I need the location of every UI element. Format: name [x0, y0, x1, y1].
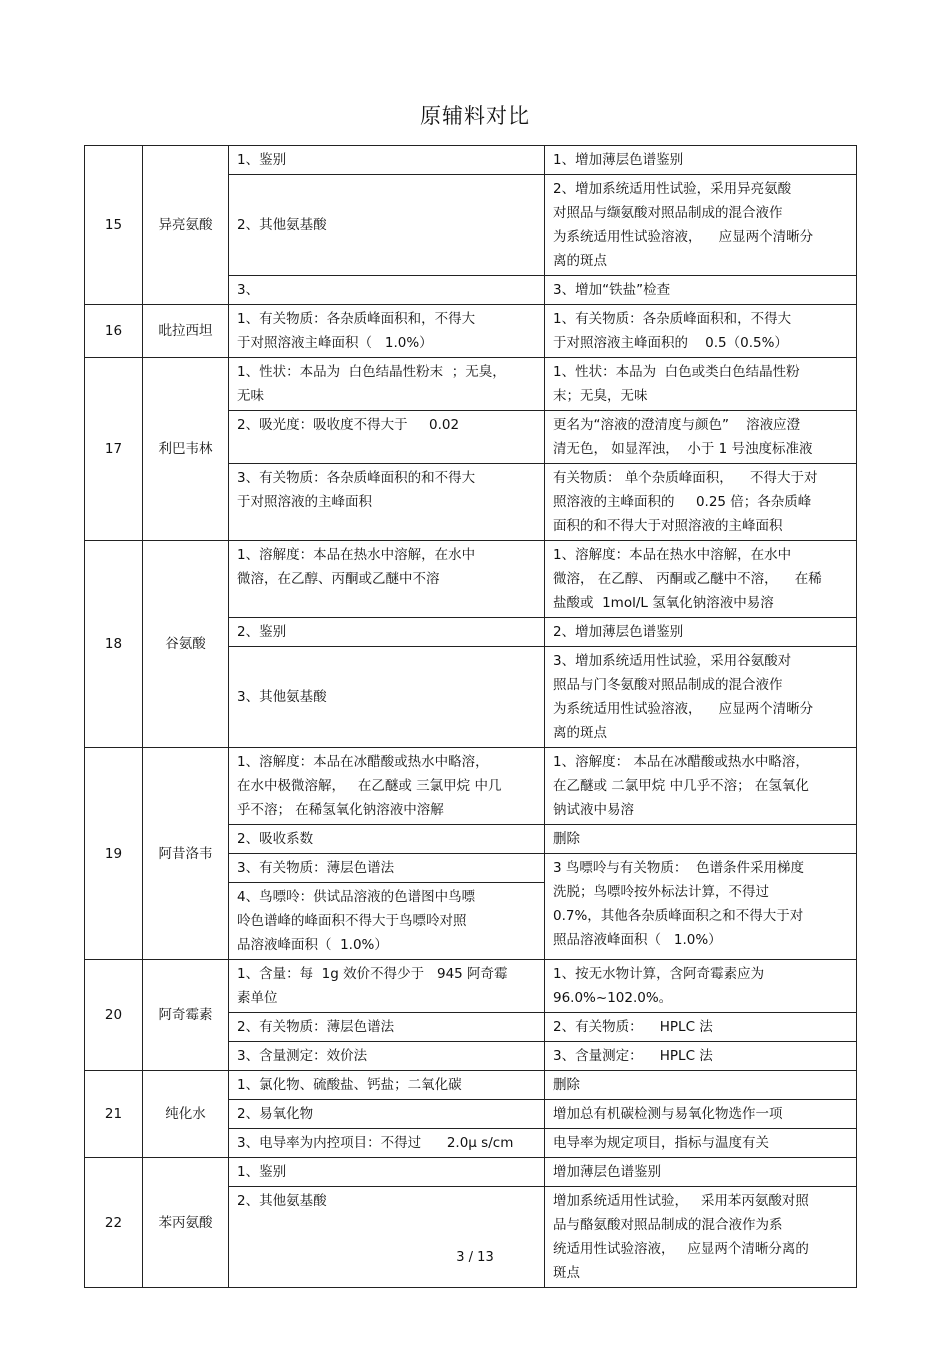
- new-standard-cell: [545, 618, 857, 647]
- cell-line: 2、有关物质： HPLC 法: [553, 1019, 713, 1035]
- item-number: 22: [85, 1158, 143, 1288]
- cell-line: 钠试液中易溶: [553, 802, 634, 818]
- cell-line: 照品溶液峰面积（ 1.0%）: [553, 932, 722, 948]
- cell-line: 照品与门冬氨酸对照品制成的混合液作: [553, 677, 783, 693]
- item-number: 19: [85, 748, 143, 960]
- cell-line: 0.7%，其他各杂质峰面积之和不得大于对: [553, 908, 804, 924]
- old-standard-cell: [229, 541, 545, 618]
- cell-line: 斑点: [553, 1265, 580, 1281]
- old-standard-cell: [229, 1071, 545, 1100]
- cell-line: 离的斑点: [553, 725, 607, 741]
- cell-line: 离的斑点: [553, 253, 607, 269]
- cell-line: 1、溶解度：本品在热水中溶解，在水中: [553, 547, 792, 563]
- old-standard-cell: [229, 175, 545, 276]
- material-name: 吡拉西坦: [143, 305, 229, 358]
- cell-line: 品与酪氨酸对照品制成的混合液作为系: [553, 1217, 783, 1233]
- cell-line: 1、溶解度：本品在冰醋酸或热水中略溶，: [237, 754, 489, 770]
- cell-line: 2、吸收系数: [237, 831, 314, 847]
- cell-line: 增加总有机碳检测与易氧化物选作一项: [553, 1106, 783, 1122]
- cell-line: 3、电导率为内控项目：不得过 2.0μ s/cm: [237, 1135, 514, 1151]
- cell-line: 1、鉴别: [237, 1164, 287, 1180]
- cell-line: 3、: [237, 282, 260, 298]
- cell-line: 1、有关物质：各杂质峰面积和，不得大: [553, 311, 792, 327]
- old-standard-cell: [229, 146, 545, 175]
- new-standard-cell: [545, 358, 857, 411]
- new-standard-cell: [545, 748, 857, 825]
- material-name: 谷氨酸: [143, 541, 229, 748]
- cell-line: 在乙醚或 二氯甲烷 中几乎不溶； 在氢氧化: [553, 778, 809, 794]
- new-standard-cell: [545, 1071, 857, 1100]
- material-name: 阿奇霉素: [143, 960, 229, 1071]
- table-row: [85, 358, 857, 411]
- old-standard-cell: [229, 825, 545, 854]
- table-row: [85, 541, 857, 618]
- material-name: 苯丙氨酸: [143, 1158, 229, 1288]
- cell-line: 于对照溶液的主峰面积: [237, 494, 372, 510]
- old-standard-cell: [229, 305, 545, 358]
- cell-line: 删除: [553, 1077, 580, 1093]
- cell-line: 品溶液峰面积（ 1.0%）: [237, 937, 388, 953]
- item-number: 20: [85, 960, 143, 1071]
- cell-line: 2、吸光度：吸收度不得大于 0.02: [237, 417, 460, 433]
- cell-line: 乎不溶； 在稀氢氧化钠溶液中溶解: [237, 802, 444, 818]
- cell-line: 删除: [553, 831, 580, 847]
- cell-line: 2、其他氨基酸: [237, 217, 327, 233]
- table-row: [85, 1071, 857, 1100]
- cell-line: 2、易氧化物: [237, 1106, 314, 1122]
- page-title: 原辅料对比: [420, 104, 530, 128]
- old-standard-cell: [229, 358, 545, 411]
- cell-line: 增加系统适用性试验， 采用苯丙氨酸对照: [553, 1193, 809, 1209]
- cell-line: 对照品与缬氨酸对照品制成的混合液作: [553, 205, 783, 221]
- cell-line: 3、增加系统适用性试验，采用谷氨酸对: [553, 653, 792, 669]
- cell-line: 于对照溶液主峰面积的 0.5（0.5%）: [553, 335, 788, 351]
- material-name: 阿昔洛韦: [143, 748, 229, 960]
- cell-line: 微溶，在乙醇、丙酮或乙醚中不溶: [237, 571, 440, 587]
- cell-line: 洗脱；鸟嘌呤按外标法计算，不得过: [553, 884, 769, 900]
- new-standard-cell: [545, 960, 857, 1013]
- cell-line: 1、溶解度：本品在热水中溶解，在水中: [237, 547, 476, 563]
- item-number: 16: [85, 305, 143, 358]
- cell-line: 1、溶解度： 本品在冰醋酸或热水中略溶，: [553, 754, 809, 770]
- old-standard-cell: [229, 1042, 545, 1071]
- new-standard-cell: [545, 305, 857, 358]
- new-standard-cell: [545, 276, 857, 305]
- cell-line: 1、鉴别: [237, 152, 287, 168]
- item-number: 17: [85, 358, 143, 541]
- cell-line: 于对照溶液主峰面积（ 1.0%）: [237, 335, 433, 351]
- old-standard-cell: [229, 1129, 545, 1158]
- page-number: 3 / 13: [456, 1250, 494, 1265]
- cell-line: 3、含量测定： HPLC 法: [553, 1048, 713, 1064]
- cell-line: 3、其他氨基酸: [237, 689, 327, 705]
- old-standard-cell: [229, 883, 545, 960]
- new-standard-cell: [545, 854, 857, 960]
- material-name: 纯化水: [143, 1071, 229, 1158]
- cell-line: 统适用性试验溶液， 应显两个清晰分离的: [553, 1241, 809, 1257]
- cell-line: 盐酸或 1mol/L 氢氧化钠溶液中易溶: [553, 595, 774, 611]
- cell-line: 末；无臭，无味: [553, 388, 648, 404]
- new-standard-cell: [545, 175, 857, 276]
- item-number: 18: [85, 541, 143, 748]
- cell-line: 为系统适用性试验溶液， 应显两个清晰分: [553, 701, 814, 717]
- cell-line: 2、增加薄层色谱鉴别: [553, 624, 684, 640]
- cell-line: 3、有关物质：各杂质峰面积的和不得大: [237, 470, 476, 486]
- cell-line: 3 鸟嘌呤与有关物质： 色谱条件采用梯度: [553, 860, 804, 876]
- new-standard-cell: [545, 411, 857, 464]
- old-standard-cell: [229, 1100, 545, 1129]
- cell-line: 3、增加“铁盐”检查: [553, 282, 671, 298]
- new-standard-cell: [545, 1158, 857, 1187]
- new-standard-cell: [545, 146, 857, 175]
- table-row: [85, 1158, 857, 1187]
- cell-line: 2、鉴别: [237, 624, 287, 640]
- old-standard-cell: [229, 960, 545, 1013]
- cell-line: 呤色谱峰的峰面积不得大于鸟嘌呤对照: [237, 913, 467, 929]
- cell-line: 1、按无水物计算，含阿奇霉素应为: [553, 966, 765, 982]
- cell-line: 在水中极微溶解， 在乙醚或 三氯甲烷 中几: [237, 778, 502, 794]
- cell-line: 更名为“溶液的澄清度与颜色” 溶液应澄: [553, 417, 801, 433]
- cell-line: 2、增加系统适用性试验，采用异亮氨酸: [553, 181, 792, 197]
- new-standard-cell: [545, 1100, 857, 1129]
- cell-line: 1、性状：本品为 白色或类白色结晶性粉: [553, 364, 800, 380]
- new-standard-cell: [545, 1129, 857, 1158]
- new-standard-cell: [545, 825, 857, 854]
- cell-line: 96.0%~102.0%。: [553, 990, 673, 1006]
- cell-line: 4、鸟嘌呤：供试品溶液的色谱图中鸟嘌: [237, 889, 476, 905]
- cell-line: 素单位: [237, 990, 278, 1006]
- cell-line: 2、有关物质：薄层色谱法: [237, 1019, 395, 1035]
- old-standard-cell: [229, 1187, 545, 1288]
- new-standard-cell: [545, 647, 857, 748]
- cell-line: 2、其他氨基酸: [237, 1193, 327, 1209]
- cell-line: 照溶液的主峰面积的 0.25 倍；各杂质峰: [553, 494, 812, 510]
- new-standard-cell: [545, 1013, 857, 1042]
- old-standard-cell: [229, 854, 545, 883]
- old-standard-cell: [229, 618, 545, 647]
- cell-line: 微溶， 在乙醇、 丙酮或乙醚中不溶， 在稀: [553, 571, 822, 587]
- new-standard-cell: [545, 541, 857, 618]
- item-number: 15: [85, 146, 143, 305]
- cell-line: 1、增加薄层色谱鉴别: [553, 152, 684, 168]
- new-standard-cell: [545, 464, 857, 541]
- old-standard-cell: [229, 1158, 545, 1187]
- cell-line: 1、氯化物、硫酸盐、钙盐；二氧化碳: [237, 1077, 462, 1093]
- old-standard-cell: [229, 464, 545, 541]
- table-row: [85, 748, 857, 825]
- cell-line: 增加薄层色谱鉴别: [553, 1164, 661, 1180]
- cell-line: 1、含量：每 1g 效价不得少于 945 阿奇霉: [237, 966, 508, 982]
- cell-line: 为系统适用性试验溶液， 应显两个清晰分: [553, 229, 814, 245]
- cell-line: 1、有关物质：各杂质峰面积和，不得大: [237, 311, 476, 327]
- cell-line: 面积的和不得大于对照溶液的主峰面积: [553, 518, 783, 534]
- cell-line: 清无色， 如显浑浊， 小于 1 号浊度标准液: [553, 441, 813, 457]
- cell-line: 无味: [237, 388, 264, 404]
- item-number: 21: [85, 1071, 143, 1158]
- table-row: [85, 146, 857, 175]
- cell-line: 3、有关物质：薄层色谱法: [237, 860, 395, 876]
- old-standard-cell: [229, 1013, 545, 1042]
- table-row: [85, 305, 857, 358]
- old-standard-cell: [229, 276, 545, 305]
- cell-line: 3、含量测定：效价法: [237, 1048, 368, 1064]
- new-standard-cell: [545, 1187, 857, 1288]
- table-row: [85, 960, 857, 1013]
- old-standard-cell: [229, 748, 545, 825]
- old-standard-cell: [229, 647, 545, 748]
- old-standard-cell: [229, 411, 545, 464]
- cell-line: 1、性状：本品为 白色结晶性粉末 ；无臭，: [237, 364, 506, 380]
- material-name: 异亮氨酸: [143, 146, 229, 305]
- comparison-table: [84, 145, 857, 1288]
- cell-line: 有关物质： 单个杂质峰面积， 不得大于对: [553, 470, 818, 486]
- material-name: 利巴韦林: [143, 358, 229, 541]
- new-standard-cell: [545, 1042, 857, 1071]
- cell-line: 电导率为规定项目，指标与温度有关: [553, 1135, 769, 1151]
